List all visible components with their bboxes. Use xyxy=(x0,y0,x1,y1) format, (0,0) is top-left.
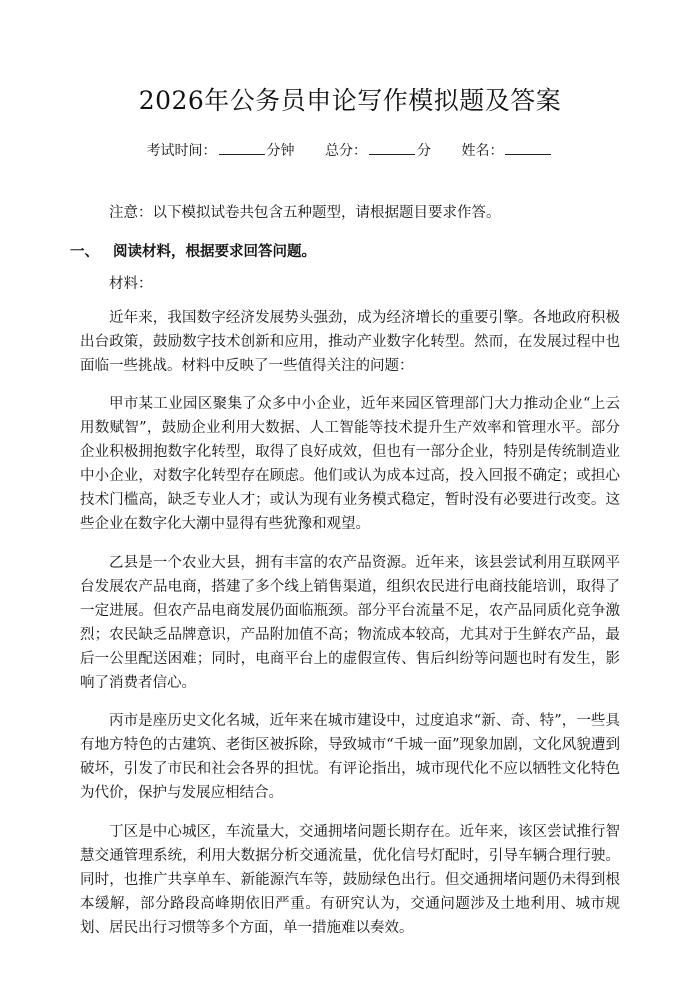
candidate-name-label: 姓名： xyxy=(461,143,504,159)
exam-meta xyxy=(80,140,620,161)
material-label: 材料： xyxy=(109,275,153,292)
material-paragraph: 乙县是一个农业大县，拥有丰富的农产品资源。近年来，该县尝试利用互联网平台发展农产品电商，搭建了多个线上销售渠道，组织农民进行电商技能培训，取得了一定进展。但农产品电商发展仍面临瓶颈。部分平台流量不足，农产品同质化竞争激烈；农民缺乏品牌意识，产品附加值不高；物流成本较高，尤其对于生鲜农产品，最后一公里配送困难；同时，电商平台上的虚假宣传、售后纠纷等问题也时有发生，影响了消费者信心。 xyxy=(80,554,620,691)
document-title: 2026年公务员申论写作模拟题及答案 xyxy=(138,86,562,115)
material-paragraph: 丙市是座历史文化名城，近年来在城市建设中，过度追求“新、奇、特”，一些具有地方特色的古建筑、老街区被拆除，导致城市“千城一面”现象加剧，文化风貌遭到破坏，引发了市民和社会各界的担忧。有评论指出，城市现代化不应以牺牲文化特色为代价，保护与发展应相结合。 xyxy=(80,713,620,801)
total-score xyxy=(325,143,435,159)
material-paragraph: 近年来，我国数字经济发展势头强劲，成为经济增长的重要引擎。各地政府积极出台政策，鼓励数字技术创新和应用，推动产业数字化转型。然而，在发展过程中也面临一些挑战。材料中反映了一些值得关注的问题： xyxy=(80,309,620,374)
total-score-unit: 分 xyxy=(417,143,431,159)
exam-note: 注意：以下模拟试卷共包含五种题型，请根据题目要求作答。 xyxy=(109,205,501,221)
exam-time-unit: 分钟 xyxy=(266,143,295,159)
exam-time-blank xyxy=(219,140,265,155)
candidate-name-blank xyxy=(505,140,551,155)
exam-time-label: 考试时间： xyxy=(146,143,217,159)
material-paragraph: 丁区是中心城区，车流量大，交通拥堵问题长期存在。近年来，该区尝试推行智慧交通管理系统，利用大数据分析交通流量，优化信号灯配时，引导车辆合理行驶。同时，也推广共享单车、新能源汽车等，鼓励绿色出行。但交通拥堵问题仍未得到根本缓解，部分路段高峰期依旧严重。有研究认为，交通问题涉及土地利用、城市规划、居民出行习惯等多个方面，单一措施难以奏效。 xyxy=(80,823,620,936)
total-score-blank xyxy=(369,140,415,155)
section-heading xyxy=(70,240,620,264)
candidate-name xyxy=(461,143,553,159)
section-number: 一、 xyxy=(70,243,99,260)
material-paragraph: 甲市某工业园区聚集了众多中小企业，近年来园区管理部门大力推动企业“上云用数赋智”，鼓励企业利用大数据、人工智能等技术提升生产效率和管理水平。部分企业积极拥抱数字化转型，取得了良好成效，但也有一部分企业，特别是传统制造业中小企业，对数字化转型存在顾虑。他们或认为成本过高，投入回报不确定；或担心技术门槛高，缺乏专业人才；或认为现有业务模式稳定，暂时没有必要进行改变。这些企业在数字化大潮中显得有些犹豫和观望。 xyxy=(80,396,620,532)
exam-time xyxy=(147,143,299,159)
total-score-label: 总分： xyxy=(325,143,367,159)
section-title: 阅读材料，根据要求回答问题。 xyxy=(113,243,316,260)
document-page xyxy=(0,86,700,991)
